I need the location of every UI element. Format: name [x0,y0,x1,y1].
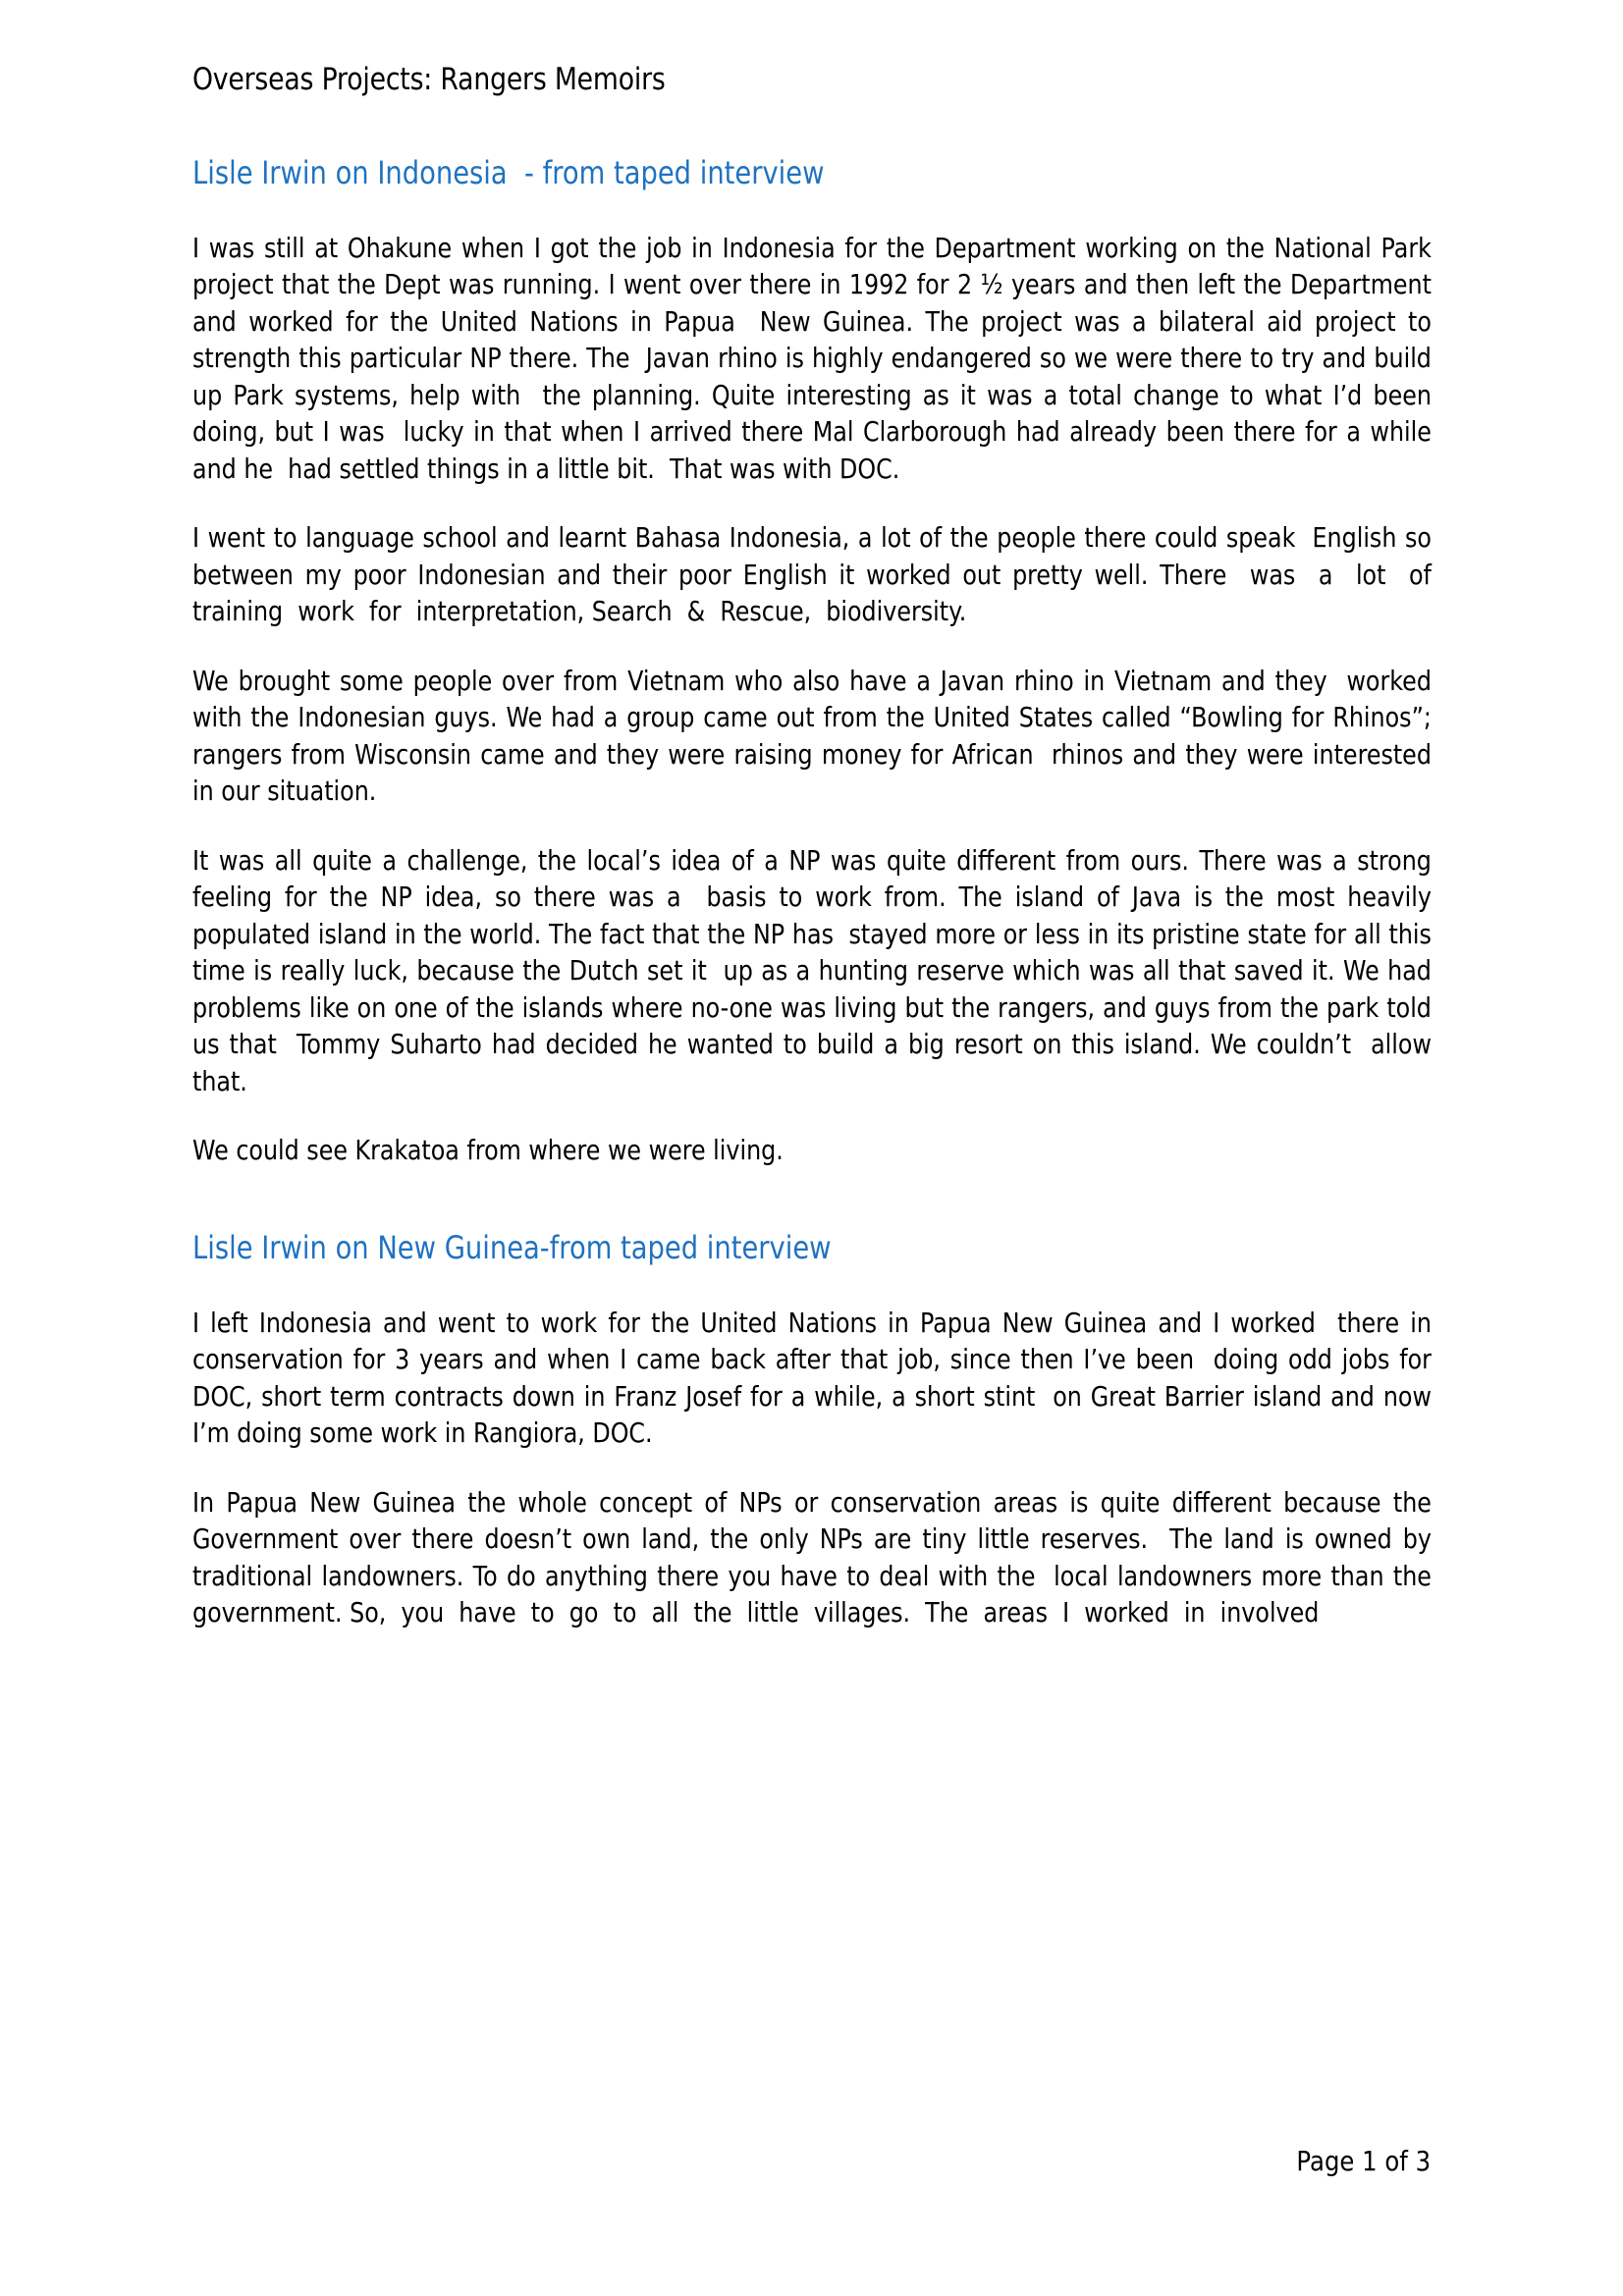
section-heading-indonesia: Lisle Irwin on Indonesia - from taped interview [192,154,825,191]
running-header: Overseas Projects: Rangers Memoirs [192,62,666,97]
section-indonesia [192,156,1432,191]
page-content [192,0,1447,1632]
paragraph: I went to language school and learnt Bahasa Indonesia, a lot of the people there could speak English so between my poor Indonesian and their poor English it worked out pretty well. There was a lot of training work for interpretation, Search & Rescue, biodiversity. [192,522,1447,628]
paragraph: It was all quite a challenge, the local’s idea of a NP was quite different from ours. There was a strong feeling for the NP idea, so there was a basis to work from. The island of Java is the most heavily populated island in the world. The fact that the NP has stayed more or less in its pristine state for all this time is really luck, because the Dutch set it up as a hunting reserve which was all that saved it. We had problems like on one of the islands where no-one was living but the rangers, and guys from the park told us that Tommy Suharto had decided he wanted to build a big resort on this island. We couldn’t allow that. [192,844,1439,1097]
paragraph: We brought some people over from Vietnam who also have a Javan rhino in Vietnam and they worked with the Indonesian guys. We had a group came out from the United States called “Bowling for Rhinos”; rangers from Wisconsin came and they were raising money for African rhinos and they were interested in our situation. [192,665,1439,808]
section-new-guinea [192,1228,1432,1266]
paragraph: I left Indonesia and went to work for the United Nations in Papua New Guinea and I worked there in conservation for 3 years and when I came back after that job, since then I’ve been doing odd jobs for DOC, short term contracts down in Franz Josef for a while, a short stint on Great Barrier island and now I’m doing some work in Rangiora, DOC. [192,1307,1439,1450]
paragraph: I was still at Ohakune when I got the job in Indonesia for the Department working on the National Park project that the Dept was running. I went over there in 1992 for 2 ½ years and then left the Department and worked for the United Nations in Papua New Guinea. The project was a bilateral aid project to strength this particular NP there. The Javan rhino is highly endangered so we were there to try and build up Park systems, help with the planning. Quite interesting as it was a total change to what I’d been doing, but I was lucky in that when I arrived there Mal Clarborough had already been there for a while and he had settled things in a little bit. That was with DOC. [192,232,1439,485]
paragraph: In Papua New Guinea the whole concept of NPs or conservation areas is quite different because the Government over there doesn’t own land, the only NPs are tiny little reserves. The land is owned by traditional landowners. To do anything there you have to deal with the local landowners more than the government. So, you have to go to all the little villages. The areas I worked in involved [192,1486,1439,1629]
page-footer: Page 1 of 3 [1296,2145,1431,2177]
paragraph: We could see Krakatoa from where we were living. [192,1135,784,1167]
section-heading-new-guinea: Lisle Irwin on New Guinea-from taped interview [192,1228,832,1266]
